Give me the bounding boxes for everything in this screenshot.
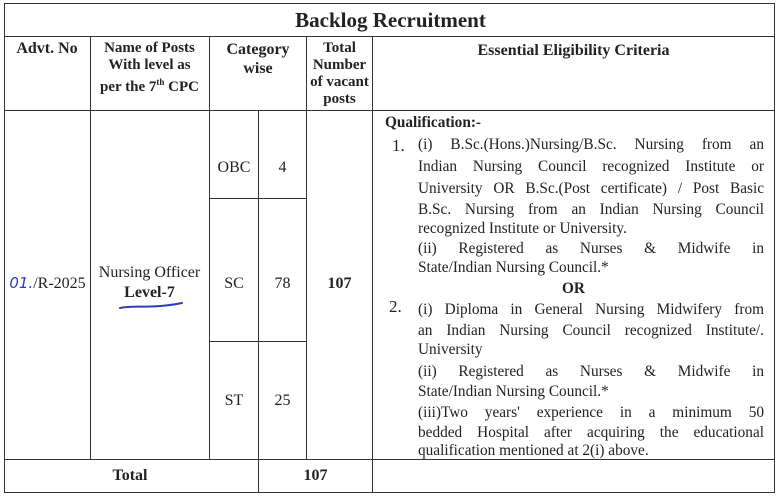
header-name-line-1: Name of Posts	[104, 40, 195, 56]
category-st: ST	[224, 392, 244, 409]
category-obc: OBC	[217, 159, 251, 176]
item-2-line-6: (iii)Two years' experience in a minimum 50	[418, 404, 764, 421]
item-1-line-3: University OR B.Sc.(Post certificate) / Post Basic	[418, 180, 764, 197]
post-level: Level-7	[124, 284, 175, 301]
border-left	[4, 3, 5, 493]
category-sc: SC	[224, 275, 244, 292]
header-name-line-2: With level as	[108, 57, 191, 73]
border-above-total	[4, 459, 775, 460]
header-name-of-posts	[90, 40, 209, 96]
or-separator: OR	[562, 280, 585, 297]
count-st: 25	[274, 392, 291, 409]
post-name: Nursing Officer	[98, 264, 201, 281]
count-obc: 4	[278, 159, 287, 176]
item-1-number: 1.	[392, 136, 405, 155]
item-2-line-5: State/Indian Nursing Council.*	[418, 383, 609, 400]
table-title: Backlog Recruitment	[295, 8, 486, 32]
item-1-line-1: (i) B.Sc.(Hons.)Nursing/B.Sc. Nursing from an	[418, 136, 764, 153]
item-2-line-8: qualification mentioned at 2(i) above.	[418, 442, 649, 459]
item-2-line-3: University	[418, 341, 483, 358]
border-under-header	[4, 110, 775, 111]
total-vacancies: 107	[327, 275, 352, 292]
item-2-line-7: bedded Hospital after acquiring the educational	[418, 424, 764, 441]
item-2-number: 2.	[389, 297, 402, 316]
header-total-vacant: Total Number of vacant posts	[310, 40, 369, 107]
item-1-line-5: recognized Institute or University.	[418, 220, 627, 237]
header-criteria: Essential Eligibility Criteria	[477, 42, 670, 59]
header-name-line-3: per the 7th CPC	[100, 77, 199, 95]
header-advt-no: Advt. No	[16, 40, 78, 57]
item-1-line-4: B.Sc. Nursing from an Indian Nursing Council	[418, 201, 764, 218]
col-sep-1	[90, 36, 91, 460]
item-1-line-7: State/Indian Nursing Council.*	[418, 259, 609, 276]
total-label: Total	[112, 467, 148, 484]
advt-number: 01./R-2025	[9, 274, 86, 292]
border-right	[774, 3, 775, 493]
border-under-title	[4, 36, 775, 37]
item-2-line-2: an Indian Nursing Council recognized Institute/.	[418, 322, 764, 339]
item-1-line-2: Indian Nursing Council recognized Institute or	[418, 158, 764, 175]
count-sc: 78	[274, 275, 291, 292]
handwritten-serial: 01.	[9, 274, 34, 292]
border-bottom	[4, 492, 775, 493]
pen-underline	[118, 300, 184, 312]
header-category: Category wise	[226, 41, 290, 77]
qualification-heading: Qualification:-	[385, 114, 482, 131]
item-2-line-4: (ii) Registered as Nurses & Midwife in	[418, 363, 764, 380]
item-1-line-6: (ii) Registered as Nurses & Midwife in	[418, 240, 764, 257]
border-top	[4, 3, 775, 4]
item-2-line-1: (i) Diploma in General Nursing Midwifery from	[418, 301, 764, 318]
total-value: 107	[303, 467, 328, 484]
